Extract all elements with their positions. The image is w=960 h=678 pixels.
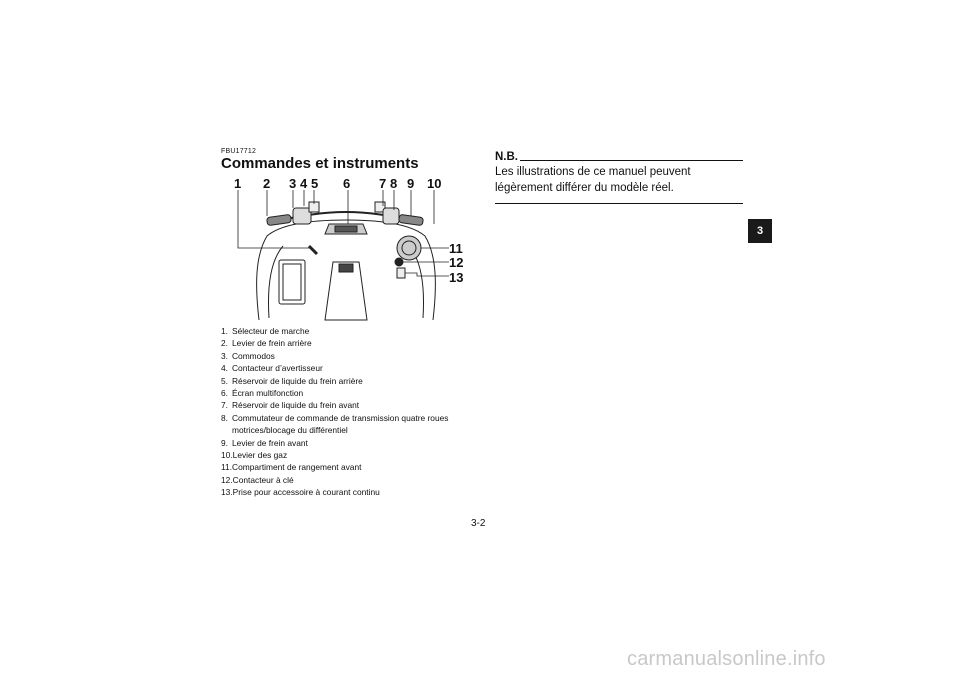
legend-number: 13. bbox=[221, 487, 233, 498]
legend-item bbox=[221, 337, 481, 349]
legend-text: Levier des gaz bbox=[232, 450, 288, 461]
legend-item bbox=[221, 387, 481, 399]
legend-item bbox=[221, 350, 481, 362]
legend-list bbox=[221, 325, 481, 499]
legend-number: 2. bbox=[221, 338, 228, 349]
callout-10: 10 bbox=[427, 176, 442, 191]
legend-item bbox=[221, 474, 481, 486]
note-box bbox=[495, 151, 743, 204]
legend-number: 7. bbox=[221, 400, 228, 411]
legend-text: Réservoir de liquide du frein arrière bbox=[232, 375, 363, 386]
atv-fender-left bbox=[269, 246, 283, 318]
callout-12: 12 bbox=[449, 255, 464, 270]
note-text: Les illustrations de ce manuel peuvent légèrement différer du modèle réel. bbox=[495, 165, 743, 204]
dc-outlet bbox=[397, 268, 405, 278]
legend-text: Sélecteur de marche bbox=[232, 326, 310, 336]
legend-text: Écran multifonction bbox=[232, 388, 304, 399]
legend-number: 4. bbox=[221, 363, 228, 374]
storage-compartment bbox=[397, 236, 421, 260]
callout-5: 5 bbox=[311, 176, 319, 191]
tank-cap bbox=[339, 264, 353, 272]
callout-6: 6 bbox=[343, 176, 351, 191]
legend-text: Contacteur d’avertisseur bbox=[232, 363, 323, 374]
callout-7: 7 bbox=[379, 176, 387, 191]
legend-item bbox=[221, 449, 481, 461]
legend-text: Compartiment de rangement avant bbox=[232, 462, 362, 473]
legend-number: 9. bbox=[221, 437, 228, 448]
legend-item bbox=[221, 399, 481, 411]
controls-illustration bbox=[221, 176, 471, 322]
note-label: N.B. bbox=[495, 151, 518, 163]
page-title: Commandes et instruments bbox=[221, 155, 419, 172]
legend-text: Contacteur à clé bbox=[232, 474, 294, 485]
right-grip bbox=[399, 214, 424, 225]
callout-9: 9 bbox=[407, 176, 415, 191]
main-switch bbox=[395, 258, 403, 266]
callout-11: 11 bbox=[449, 241, 463, 256]
callout-1: 1 bbox=[234, 176, 242, 191]
callout-3: 3 bbox=[289, 176, 297, 191]
page-number: 3-2 bbox=[471, 518, 486, 529]
legend-item bbox=[221, 437, 481, 449]
left-panel-inner bbox=[283, 264, 301, 300]
callout-4: 4 bbox=[300, 176, 308, 191]
legend-item bbox=[221, 375, 481, 387]
legend-text: Levier de frein avant bbox=[232, 437, 308, 448]
legend-number: 12. bbox=[221, 474, 233, 485]
legend-text: Levier de frein arrière bbox=[232, 338, 312, 349]
note-rule bbox=[520, 160, 743, 161]
legend-number: 10. bbox=[221, 450, 233, 461]
legend-number: 8. bbox=[221, 412, 228, 423]
legend-text: Commodos bbox=[232, 350, 275, 361]
callout-8: 8 bbox=[390, 176, 398, 191]
legend-item bbox=[221, 362, 481, 374]
right-switch-housing bbox=[383, 208, 399, 224]
callout-13: 13 bbox=[449, 270, 464, 285]
legend-text: Commutateur de commande de transmission quatre roues motrices/blocage du différentiel bbox=[232, 412, 449, 436]
legend-item bbox=[221, 325, 481, 337]
left-switch-housing bbox=[293, 208, 311, 224]
drive-select-lever bbox=[309, 246, 317, 254]
legend-text: Réservoir de liquide du frein avant bbox=[232, 400, 360, 411]
chapter-tab: 3 bbox=[748, 219, 772, 243]
display-screen bbox=[335, 226, 357, 232]
legend-number: 3. bbox=[221, 350, 228, 361]
legend-text: Prise pour accessoire à courant continu bbox=[232, 487, 380, 498]
legend-item bbox=[221, 486, 481, 498]
atv-handlebar-drawing bbox=[221, 176, 471, 322]
legend-item bbox=[221, 461, 481, 473]
legend-number: 1. bbox=[221, 326, 228, 336]
legend-number: 6. bbox=[221, 388, 228, 399]
legend-number: 11. bbox=[221, 462, 233, 473]
section-code: FBU17712 bbox=[221, 148, 257, 155]
watermark: carmanualsonline.info bbox=[627, 648, 826, 670]
note-header bbox=[495, 151, 743, 163]
left-grip bbox=[267, 214, 292, 225]
legend-item bbox=[221, 412, 481, 437]
callout-2: 2 bbox=[263, 176, 271, 191]
legend-number: 5. bbox=[221, 375, 228, 386]
